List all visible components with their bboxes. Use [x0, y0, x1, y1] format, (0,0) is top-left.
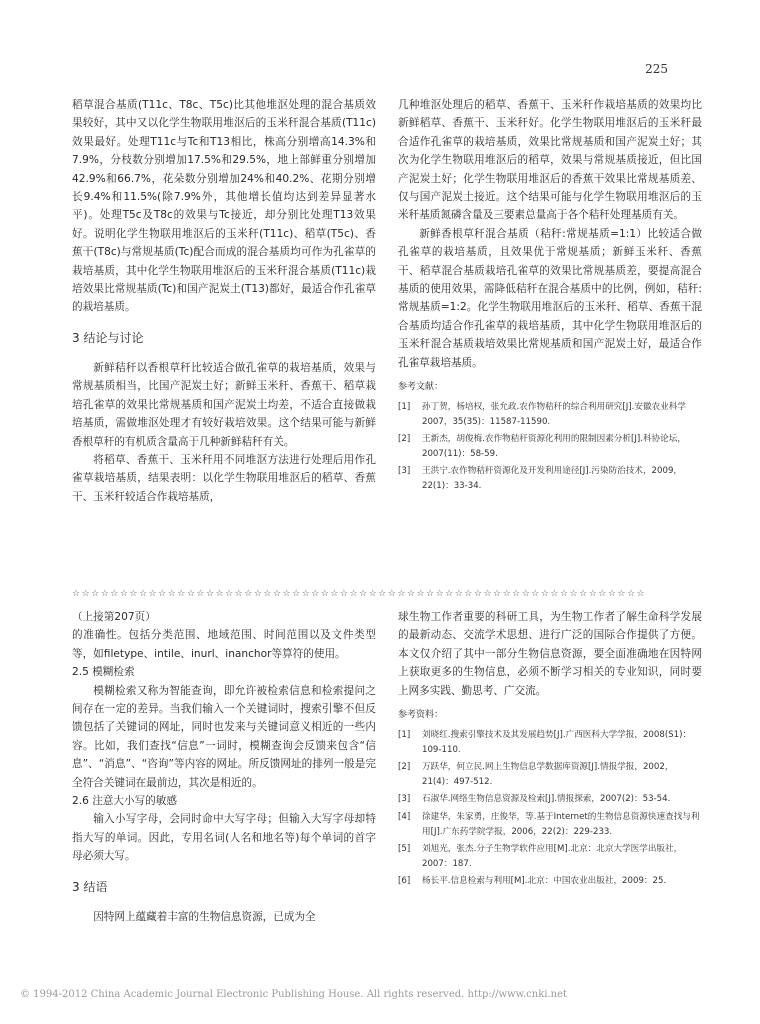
paragraph: 模糊检索又称为智能查询，即允许被检索信息和检索提问之间存在一定的差异。当我们输入一个关键词时，搜索引擎不但反馈包括了关键词的网址，同时也发来与关键词意义相近的一些内容。比如，我们查找“信息”一词时，模糊查询会反馈来包含“信息”、“消息”、“咨询”等内容的网址。所反馈网址的排列一般是完全符合关键词在最前边，其次是相近的。 [72, 684, 376, 789]
reference-number: [2] [398, 434, 411, 445]
paragraph: 将稻草、香蕉干、玉米秆用不同堆沤方法进行处理后用作孔雀草栽培基质，结果表明：以化学生物联用堆沤后的稻草、香蕉干、玉米秆较适合作栽培基质， [72, 453, 376, 503]
reference-text: 王新杰，胡俊梅.农作物秸秆资源化利用的限制因素分析[J].科协论坛，2007(11)：58-59. [422, 434, 686, 459]
continued-note: （上接第207页） [72, 611, 156, 623]
bottom-right-column [398, 608, 702, 956]
reference-item [398, 400, 702, 429]
reference-text: 王洪宁.农作物秸秆资源化及开发利用途径[J].污染防治技术，2009，22(1)：33-34. [422, 466, 683, 492]
reference-item [398, 810, 702, 839]
reference-list [398, 728, 702, 889]
star-divider: ☆☆☆☆☆☆☆☆☆☆☆☆☆☆☆☆☆☆☆☆☆☆☆☆☆☆☆☆☆☆☆☆☆☆☆☆☆☆☆☆☆☆☆☆☆☆☆☆☆☆☆☆☆☆☆☆☆☆☆☆ [72, 589, 647, 599]
reference-text: 徐建华，朱家勇，庄俊华，等.基于Internet的生物信息资源快速查找与利用[J].广东药学院学报，2006，22(2)：229-233. [422, 812, 700, 837]
reference-list [398, 400, 702, 494]
reference-number: [4] [398, 812, 411, 822]
reference-number: [1] [398, 730, 411, 741]
paragraph: 几种堆沤处理后的稻草、香蕉干、玉米秆作栽培基质的效果均比新鲜稻草、香蕉干、玉米秆好。化学生物联用堆沤后的玉米秆最合适作孔雀草的栽培基质，效果比常规基质和国产泥炭土好；其次为化学生物联用堆沤后的稻草，效果与常规基质接近，但比国产泥炭土好；化学生物联用堆沤后的香蕉干效果比常规基质差、仅与国产泥炭土接近。这个结果可能与化学生物联用堆沤后的玉米秆基质氮磷含量及三要素总量高于各个秸秆处理基质有关。 [398, 99, 702, 222]
reference-text: 刘旭光，张杰.分子生物学软件应用[M].北京：北京大学医学出版社，2007：187. [422, 844, 683, 869]
reference-item [398, 464, 702, 493]
top-right-column [398, 96, 702, 584]
reference-text: 刘晓红.搜索引擎技术及其发展趋势[J].广西医科大学学报，2008(S1)：109-110. [422, 730, 692, 755]
reference-item [398, 432, 702, 461]
paragraph: 输入小写字母，会同时命中大写字母；但输入大写字母却特指大写的单词。因此，专用名词(人名和地名等)每个单词的首字母必须大写。 [72, 813, 376, 863]
paragraph: 球生物工作者重要的科研工具，为生物工作者了解生命科学发展的最新动态、交流学术思想、进行广泛的国际合作提供了方便。本文仅介绍了其中一部分生物信息资源，要全面准确地在因特网上获取更多的生物信息，必须不断学习相关的专业知识，同时要上网多实践、勤思考、广交流。 [398, 611, 702, 697]
reference-number: [6] [398, 876, 411, 887]
section-heading-conclusion: 3 结论与讨论 [72, 330, 144, 345]
reference-item [398, 760, 702, 789]
reference-number: [1] [398, 402, 411, 413]
reference-number: [3] [398, 794, 411, 805]
copyright-footer: © 1994-2012 China Academic Journal Electronic Publishing House. All rights reserved. http://www.cnki.net [20, 989, 568, 1000]
reference-text: 万跃华，何立民.网上生物信息学数据库资源[J].情报学报，2002，21(4)：497-512. [422, 762, 674, 787]
paragraph: 新鲜秸秆以香根草秆比较适合做孔雀草的栽培基质，效果与常规基质相当，比国产泥炭土好；新鲜玉米秆、香蕉干、稻草栽培孔雀草的效果比常规基质和国产泥炭土均差，不适合直接做栽培基质，需做堆沤处理才有较好栽培效果。这个结果可能与新鲜香根草秆的有机质含量高于几种新鲜秸秆有关。 [72, 361, 376, 448]
reference-text: 杨长平.信息检索与利用[M].北京：中国农业出版社，2009：25. [422, 876, 667, 887]
reference-text: 孙丁贺，杨培权，张允政.农作物秸秆的综合利用研究[J].安徽农业科学 2007，35(35)：11587-11590. [422, 402, 686, 427]
reference-item [398, 792, 702, 807]
bottom-left-column [72, 608, 376, 956]
section-heading-3: 3 结语 [72, 879, 108, 894]
section-heading-2-5: 2.5 模糊检索 [72, 666, 135, 679]
reference-item [398, 842, 702, 871]
page-number: 225 [645, 62, 668, 76]
reference-number: [2] [398, 762, 411, 773]
reference-text: 石淑华.网络生物信息资源及检索[J].情报探索，2007(2)：53-54. [422, 794, 671, 805]
reference-item [398, 728, 702, 757]
section-heading-2-6: 2.6 注意大小写的敏感 [72, 795, 177, 808]
paragraph: 稻草混合基质(T11c、T8c、T5c)比其他堆沤处理的混合基质效果较好，其中又以化学生物联用堆沤后的玉米秆混合基质(T11c)效果最好。处理T11c与Tc和T13相比，株高分别增高14.3%和7.9%，分枝数分别增加17.5%和29.5%，地上部鲜重分别增加42.9%和66.7%，花朵数分别增加24%和40.2%、花期分别增长9.4%和11.5%(除7.9%外，其他增长值均达到差异显著水平)。处理T5c及T8c的效果与Tc接近，却分别比处理T13效果好。说明化学生物联用堆沤后的玉米秆(T11c)、稻草(T5c)、香蕉干(T8c)与常规基质(Tc)配合而成的混合基质均可作为孔雀草的栽培基质，其中化学生物联用堆沤后的玉米秆混合基质(T11c)栽培效果比常规基质(Tc)和国产泥炭土(T13)都好，最适合作孔雀草的栽培基质。 [72, 99, 376, 314]
paragraph: 因特网上蕴藏着丰富的生物信息资源，已成为全 [93, 910, 316, 923]
reference-number: [5] [398, 844, 411, 855]
references-title: 参考资料： [398, 710, 444, 721]
paragraph: 的准确性。包括分类范围、地域范围、时间范围以及文件类型等，如filetype、intile、inurl、inanchor等算符的使用。 [72, 629, 376, 660]
reference-number: [3] [398, 466, 411, 477]
references-title: 参考文献： [398, 382, 444, 393]
top-left-column [72, 96, 376, 584]
reference-item [398, 874, 702, 889]
paragraph: 新鲜香根草秆混合基质（秸秆:常规基质=1:1）比较适合做孔雀草的栽培基质，且效果优于常规基质；新鲜玉米秆、香蕉干、稻草混合基质栽培孔雀草的效果比常规基质差，要提高混合基质的使用效果，需降低秸秆在混合基质中的比例，例如，秸秆:常规基质=1:2。化学生物联用堆沤后的玉米秆、稻草、香蕉干混合基质均适合作孔雀草的栽培基质，其中化学生物联用堆沤后的玉米秆混合基质栽培效果比常规基质和国产泥炭土好，最适合作孔雀草栽培基质。 [398, 227, 702, 369]
